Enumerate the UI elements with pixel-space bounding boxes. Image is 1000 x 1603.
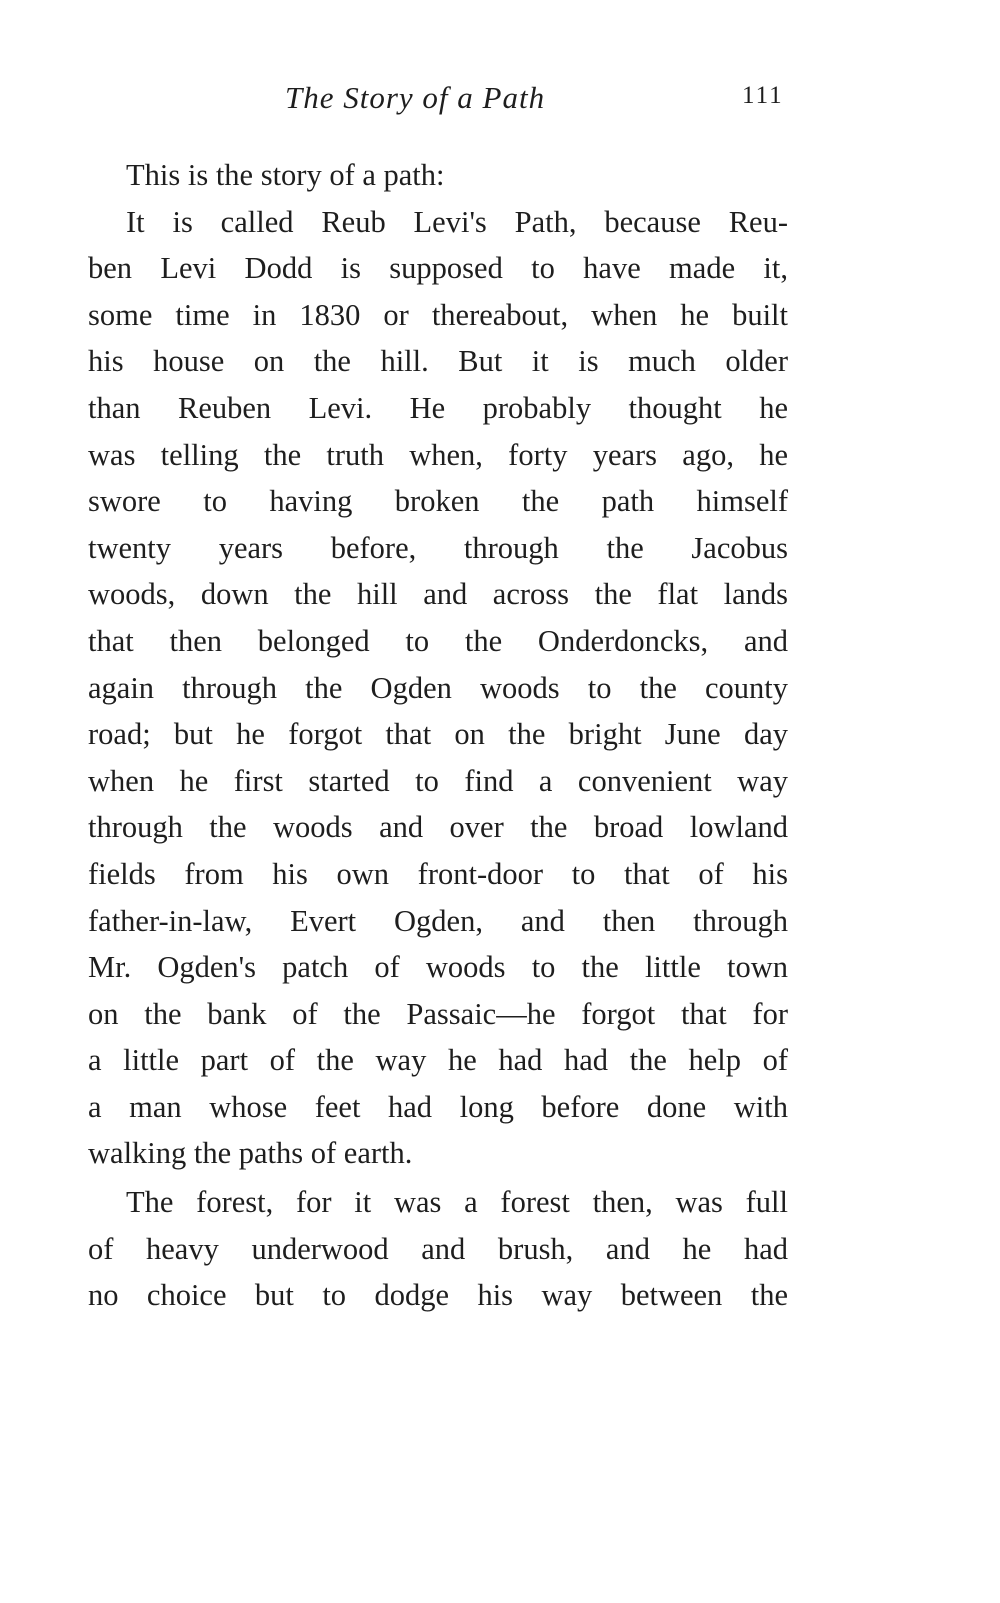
paragraph: [88, 199, 788, 1177]
text-line: fields from his own front-door to that of his: [88, 856, 788, 891]
text-line: father-in-law, Evert Ogden, and then through: [88, 903, 788, 938]
text-line: woods, down the hill and across the flat lands: [88, 577, 788, 612]
text-line: Mr. Ogden's patch of woods to the little town: [88, 950, 788, 985]
text-line: that then belonged to the Onderdoncks, and: [88, 623, 788, 658]
text-line: was telling the truth when, forty years ago, he: [88, 437, 788, 472]
text-line: no choice but to dodge his way between the: [88, 1278, 788, 1313]
text-line: The forest, for it was a forest then, was full: [126, 1185, 788, 1220]
text-line: swore to having broken the path himself: [88, 484, 788, 519]
text-line: his house on the hill. But it is much older: [88, 344, 788, 379]
text-line: again through the Ogden woods to the county: [88, 670, 788, 705]
running-header: [0, 80, 1000, 120]
text-line: walking the paths of earth.: [88, 1136, 413, 1171]
paragraph: [88, 1179, 788, 1319]
text-line: on the bank of the Passaic—he forgot that for: [88, 996, 788, 1031]
running-title: The Story of a Path: [285, 80, 546, 115]
body-text: [88, 152, 788, 1319]
paragraph: [88, 152, 788, 199]
text-line: This is the story of a path:: [126, 158, 445, 192]
text-line: some time in 1830 or thereabout, when he built: [88, 297, 788, 332]
text-line: than Reuben Levi. He probably thought he: [88, 390, 788, 425]
text-line: when he first started to find a convenient way: [88, 763, 788, 798]
text-line: of heavy underwood and brush, and he had: [88, 1231, 788, 1266]
text-line: twenty years before, through the Jacobus: [88, 530, 788, 565]
text-line: through the woods and over the broad lowland: [88, 810, 788, 845]
text-line: a man whose feet had long before done with: [88, 1089, 788, 1124]
text-line: a little part of the way he had had the help of: [88, 1043, 788, 1078]
page-number: 111: [742, 82, 784, 109]
text-line: road; but he forgot that on the bright June day: [88, 717, 788, 752]
text-line: ben Levi Dodd is supposed to have made it,: [88, 251, 788, 286]
text-line: It is called Reub Levi's Path, because Reu-: [126, 204, 788, 239]
